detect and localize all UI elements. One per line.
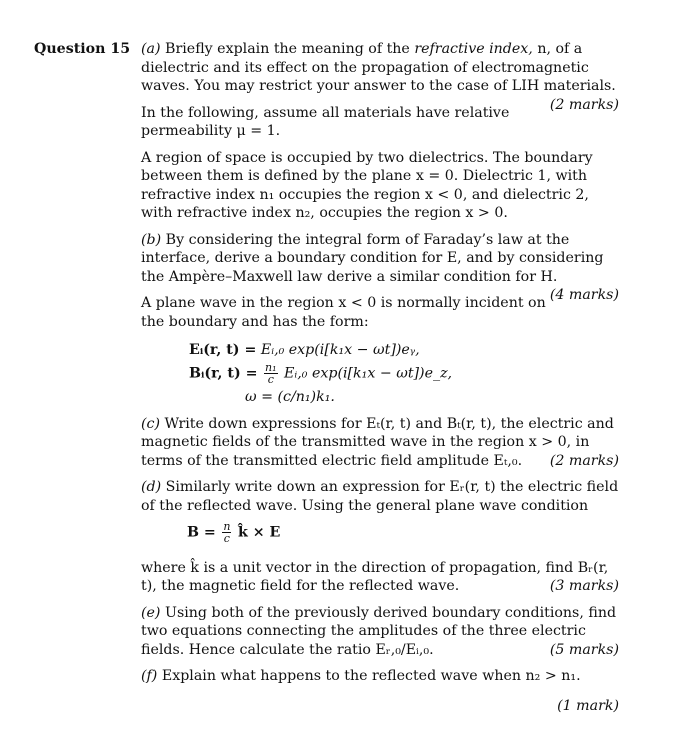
eq1-lhs: Eᵢ(r, t) = — [189, 342, 257, 358]
equation-e-incident — [189, 339, 619, 362]
part-d — [141, 478, 619, 515]
part-f-text: Explain what happens to the reflected wave when n₂ > n₁. — [161, 668, 581, 684]
part-b-label: (b) — [141, 231, 162, 248]
eq2-frac-den: c — [267, 373, 274, 386]
eq4-fraction — [222, 521, 231, 544]
setup-text: A region of space is occupied by two dielectrics. The boundary between them is defined by the plane x = 0. Dielectric 1, with refractive index n₁ occupies the region x < 0, and dielectric 2, with refractive index n₂, occupies the region x > 0. — [141, 149, 593, 221]
part-f-label: (f) — [141, 668, 158, 684]
part-d-text-after: where k̂ is a unit vector in the direction of propagation, find Bᵣ(r, t), the magnetic field for the reflected wave. — [141, 559, 609, 594]
part-f-marks: (1 mark) — [557, 698, 619, 714]
eq3: ω = (c/n₁)k₁. — [245, 388, 335, 405]
part-c — [141, 415, 619, 471]
part-a-label: (a) — [141, 41, 161, 57]
part-a-text-1: Briefly explain the meaning of the — [165, 41, 410, 57]
part-d-label: (d) — [141, 479, 162, 495]
eq2-lhs: Bᵢ(r, t) = — [189, 365, 258, 382]
part-a — [141, 40, 619, 113]
question-body — [141, 40, 619, 694]
part-b-marks: (4 marks) — [549, 287, 619, 303]
part-f — [141, 667, 619, 686]
incident-wave-equations — [189, 339, 619, 409]
eq4-lhs: B = — [187, 524, 216, 541]
part-e-text: Using both of the previously derived boundary conditions, find two equations connecting the amplitudes of the three electric fields. Hence calculate the ratio Eᵣ,₀/Eᵢ,₀. — [141, 604, 617, 658]
eq2-fraction — [264, 362, 278, 385]
assumption-text: In the following, assume all materials have relative permeability μ = 1. — [141, 104, 510, 139]
eq2-frac-num: n₁ — [265, 361, 277, 374]
equation-dispersion — [245, 386, 619, 409]
plane-wave-intro: A plane wave in the region x < 0 is normally incident on the boundary and has the form: — [141, 295, 546, 330]
part-b — [141, 231, 619, 303]
part-e-marks: (5 marks) — [549, 641, 619, 658]
part-d-text: Similarly write down an expression for Eᵣ(r, t) the electric field of the reflected wave. Using the general plane wave condition — [141, 479, 619, 514]
eq4-frac-num: n — [223, 520, 231, 533]
part-e — [141, 604, 619, 660]
part-a-marks: (2 marks) — [549, 96, 619, 113]
part-d-continued — [141, 559, 619, 596]
part-b-text: By considering the integral form of Faraday’s law at the interface, derive a boundary condition for E, and by considering the Ampère–Maxwell law derive a similar condition for H. — [141, 231, 604, 285]
equation-b-incident — [189, 362, 619, 386]
part-d-marks: (3 marks) — [549, 578, 619, 594]
eq2-rhs: Eᵢ,₀ exp(i[k₁x − ωt])e_z, — [284, 365, 453, 382]
plane-wave-condition — [187, 521, 619, 545]
eq4-frac-den: c — [223, 532, 230, 545]
part-c-label: (c) — [141, 415, 161, 432]
part-a-text-2: n, of a dielectric and its effect on the propagation of electromagnetic waves. You may restrict your answer to the case of LIH materials. — [141, 41, 616, 94]
part-c-text: Write down expressions for Eₜ(r, t) and Bₜ(r, t), the electric and magnetic fields of the transmitted wave in the region x > 0, in terms of the transmitted electric field amplitude Eₜ,₀. — [141, 415, 614, 469]
question-number: Question 15 — [34, 41, 131, 57]
part-c-marks: (2 marks) — [549, 452, 619, 469]
eq1-rhs: Eᵢ,₀ exp(i[k₁x − ωt])eᵧ, — [260, 342, 420, 358]
part-e-label: (e) — [141, 604, 161, 621]
part-a-term: refractive index, — [414, 41, 533, 57]
eq4-rhs: k̂ × E — [237, 524, 281, 541]
